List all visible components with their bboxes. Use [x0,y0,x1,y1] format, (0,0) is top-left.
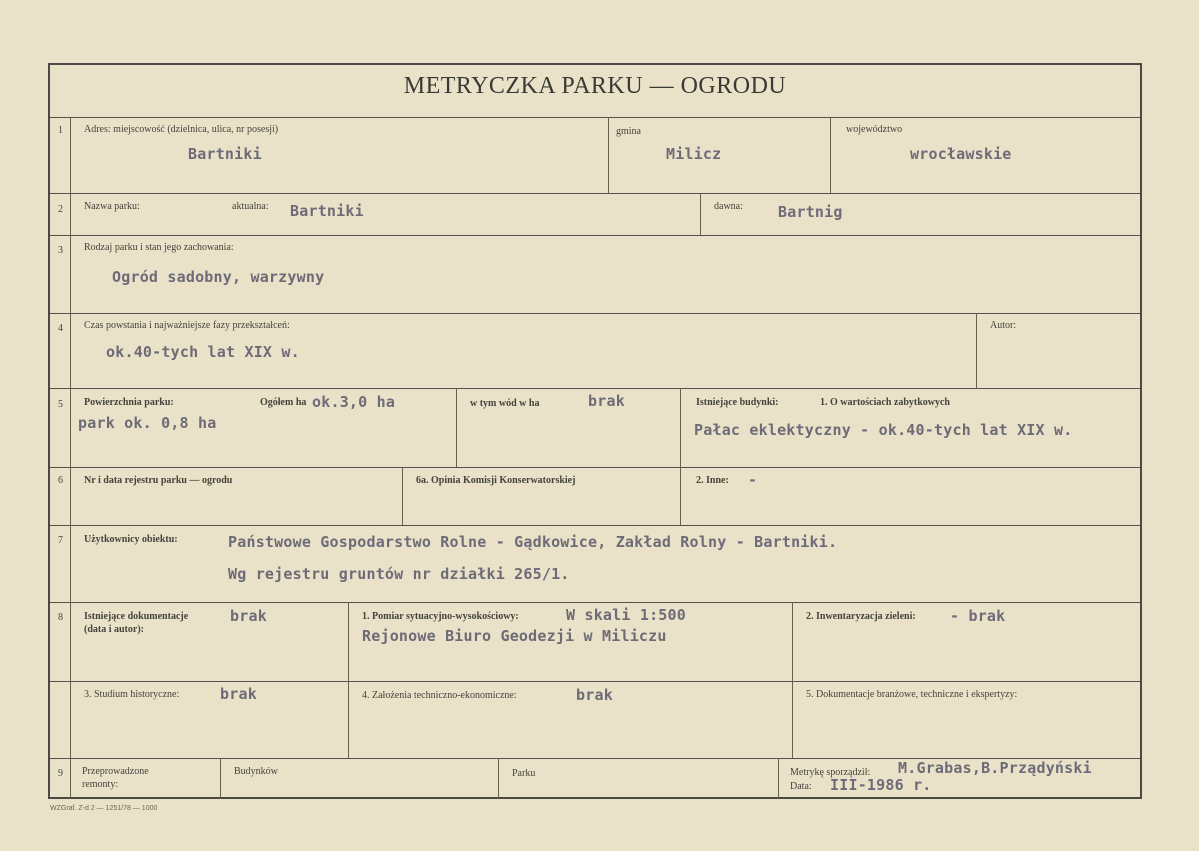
documentation-value: brak [230,607,267,625]
park-repairs-label: Parku [512,768,536,779]
users-label: Użytkownicy obiektu: [84,534,178,545]
park-type-label: Rodzaj parku i stan jego zachowania: [84,242,234,253]
author-label: Autor: [990,320,1017,331]
commission-opinion-label: 6a. Opinia Komisji Konserwatorskiej [416,475,576,486]
park-type-value: Ogród sadobny, warzywny [112,268,325,286]
historical-study-label: 3. Studium historyczne: [84,689,180,700]
other-buildings-value: - [748,471,758,489]
card-title: METRYCZKA PARKU — OGRODU [403,73,787,99]
row-number: 4 [58,323,63,334]
prepared-by-label: Metrykę sporządził: [790,767,871,778]
technical-assumptions-value: brak [576,686,613,704]
building-repairs-label: Budynków [234,766,278,777]
cell-divider [830,117,831,193]
row-divider [50,117,1140,118]
printer-footer: WZGraf. Z-d 2 — 1251/78 — 1000 [50,805,158,812]
origin-time-value: ok.40-tych lat XIX w. [106,343,300,361]
row-divider [50,235,1140,236]
monument-buildings-label: 1. O wartościach zabytkowych [820,397,950,408]
other-buildings-label: 2. Inne: [696,475,729,486]
cell-divider [778,758,779,799]
monument-buildings-value: Pałac eklektyczny - ok.40-tych lat XIX w. [694,421,1073,439]
park-area-value: park ok. 0,8 ha [78,414,217,432]
cell-divider [402,467,403,525]
users-value-line2: Wg rejestru gruntów nr działki 265/1. [228,565,570,583]
documentation-label-sub: (data i autor): [84,624,144,635]
row-divider [50,602,1140,603]
number-column-divider [70,117,71,799]
greenery-inventory-value: - brak [950,607,1006,625]
gmina-label: gmina [616,126,641,137]
cell-divider [608,117,609,193]
cell-divider [456,388,457,467]
water-area-value: brak [588,392,625,410]
row-divider [50,681,1140,682]
former-name-value: Bartnig [778,203,843,221]
date-label: Data: [790,781,812,792]
historical-study-value: brak [220,685,257,703]
park-record-card [48,63,1142,799]
register-label: Nr i data rejestru parku — ogrodu [84,475,233,486]
repairs-label-sub: remonty: [82,779,119,790]
repairs-label: Przeprowadzone [82,766,149,777]
cell-divider [220,758,221,799]
row-number: 6 [58,475,63,486]
total-area-value: ok.3,0 ha [312,393,396,411]
gmina-value: Milicz [666,145,722,163]
row-number: 1 [58,125,63,136]
survey-scale-value: W skali 1:500 [566,606,686,624]
row-number: 7 [58,535,63,546]
former-name-label: dawna: [714,201,743,212]
address-value: Bartniki [188,145,262,163]
current-name-value: Bartniki [290,202,364,220]
technical-assumptions-label: 4. Założenia techniczno-ekonomiczne: [362,690,517,701]
cell-divider [680,388,681,525]
voivodeship-label: województwo [846,124,903,135]
cell-divider [700,193,701,235]
park-name-label: Nazwa parku: [84,201,140,212]
survey-office-value: Rejonowe Biuro Geodezji w Miliczu [362,627,667,645]
origin-time-label: Czas powstania i najważniejsze fazy przekształceń: [84,320,290,331]
greenery-inventory-label: 2. Inwentaryzacja zieleni: [806,611,916,622]
row-number: 2 [58,204,63,215]
row-divider [50,525,1140,526]
cell-divider [976,313,977,388]
survey-label: 1. Pomiar sytuacyjno-wysokościowy: [362,611,519,622]
date-value: III-1986 r. [830,776,932,794]
area-label: Powierzchnia parku: [84,397,174,408]
documentation-label: Istniejące dokumentacje [84,611,189,622]
row-number: 8 [58,612,63,623]
water-area-label: w tym wód w ha [470,398,540,409]
cell-divider [348,602,349,758]
row-number: 5 [58,399,63,410]
users-value-line1: Państwowe Gospodarstwo Rolne - Gądkowice, Zakład Rolny - Bartniki. [228,533,838,551]
row-divider [50,388,1140,389]
voivodeship-value: wrocławskie [910,145,1012,163]
cell-divider [792,602,793,758]
buildings-label: Istniejące budynki: [696,397,779,408]
address-label: Adres: miejscowość (dzielnica, ulica, nr posesji) [84,124,279,135]
cell-divider [498,758,499,799]
row-number: 3 [58,245,63,256]
prepared-by-value: M.Grabas,B.Prządyński [898,759,1092,777]
total-area-label: Ogółem ha [260,397,307,408]
row-divider [50,193,1140,194]
row-divider [50,467,1140,468]
branch-documentation-label: 5. Dokumentacje branżowe, techniczne i ekspertyzy: [806,689,1018,700]
row-number: 9 [58,768,63,779]
current-name-label: aktualna: [232,201,269,212]
